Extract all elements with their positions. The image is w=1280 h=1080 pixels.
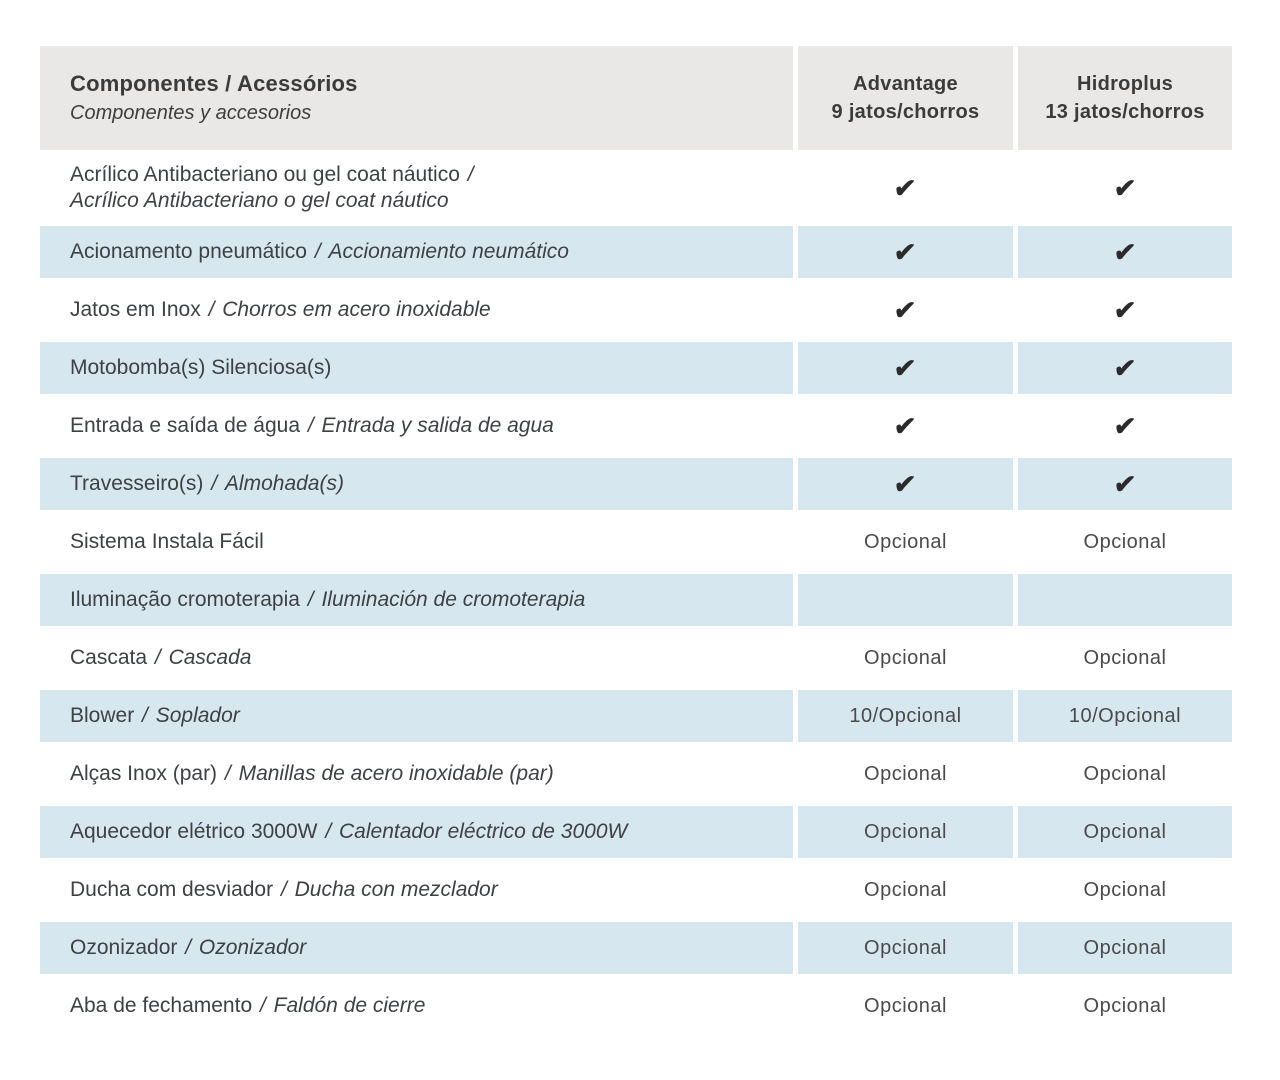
check-icon: ✔ — [1112, 237, 1138, 267]
row-label-cell — [40, 284, 793, 336]
row-label-cell — [40, 574, 793, 626]
label-spanish: Ozonizador — [198, 935, 307, 959]
hidroplus-value-cell — [1018, 400, 1232, 452]
hidroplus-value-cell — [1018, 516, 1232, 568]
header-hidroplus — [1018, 46, 1232, 150]
label-separator: / — [136, 703, 154, 727]
value-text: Opcional — [864, 820, 947, 843]
row-label — [70, 761, 554, 787]
advantage-value-cell — [798, 284, 1013, 336]
table-row — [40, 632, 1232, 684]
label-separator: / — [205, 471, 223, 495]
advantage-value-cell — [798, 864, 1013, 916]
components-title: Componentes / Acessórios — [70, 71, 358, 96]
check-icon: ✔ — [892, 469, 919, 499]
row-label-cell — [40, 980, 793, 1032]
table-body — [40, 156, 1232, 1032]
table-row — [40, 574, 1232, 626]
hidroplus-value-cell — [1018, 226, 1232, 278]
value-text: Opcional — [1083, 936, 1167, 959]
label-portuguese: Sistema Instala Fácil — [70, 529, 264, 553]
advantage-value-cell — [798, 458, 1013, 510]
check-icon: ✔ — [892, 295, 919, 325]
hidroplus-jets: 13 jatos/chorros — [1045, 101, 1205, 123]
advantage-jets: 9 jatos/chorros — [831, 101, 980, 123]
label-separator: / — [149, 645, 167, 669]
row-label — [70, 993, 425, 1019]
label-spanish: Manillas de acero inoxidable (par) — [238, 761, 554, 785]
row-label-cell — [40, 864, 793, 916]
advantage-value-cell — [798, 400, 1013, 452]
label-separator: / — [308, 239, 327, 263]
label-separator: / — [219, 761, 237, 785]
advantage-value-cell — [798, 156, 1013, 220]
value-text: 10/Opcional — [849, 704, 962, 727]
row-label-cell — [40, 922, 793, 974]
label-portuguese: Jatos em Inox — [70, 297, 201, 321]
row-label-cell — [40, 690, 793, 742]
value-text: Opcional — [1083, 994, 1167, 1017]
table-row — [40, 400, 1232, 452]
row-label — [70, 239, 569, 265]
row-label-cell — [40, 806, 793, 858]
check-icon: ✔ — [1112, 411, 1138, 441]
value-text: 10/Opcional — [1068, 704, 1182, 727]
header-components — [40, 46, 793, 150]
row-label — [70, 703, 240, 729]
value-text: Opcional — [864, 936, 947, 959]
label-separator: / — [302, 413, 320, 437]
hidroplus-value-cell — [1018, 806, 1232, 858]
advantage-value-cell — [798, 806, 1013, 858]
table-row — [40, 342, 1232, 394]
label-portuguese: Travesseiro(s) — [70, 471, 204, 495]
advantage-value-cell — [798, 690, 1013, 742]
hidroplus-value-cell — [1018, 284, 1232, 336]
row-label — [70, 819, 627, 845]
row-label — [70, 529, 264, 555]
value-text: Opcional — [1083, 820, 1167, 843]
label-portuguese: Entrada e saída de água — [70, 413, 301, 437]
value-text: Opcional — [864, 530, 947, 553]
row-label — [70, 355, 331, 381]
table-row — [40, 690, 1232, 742]
row-label-cell — [40, 400, 793, 452]
row-label-cell — [40, 748, 793, 800]
advantage-name: Advantage — [853, 73, 958, 95]
advantage-value-cell — [798, 922, 1013, 974]
label-portuguese: Cascata — [70, 645, 148, 669]
row-label — [70, 413, 554, 439]
advantage-value-cell — [798, 226, 1013, 278]
advantage-value-cell — [798, 516, 1013, 568]
hidroplus-value-cell — [1018, 342, 1232, 394]
label-spanish: Soplador — [155, 703, 240, 727]
label-portuguese: Aba de fechamento — [70, 993, 253, 1017]
advantage-value-cell — [798, 980, 1013, 1032]
label-separator: / — [301, 587, 320, 611]
hidroplus-value-cell — [1018, 574, 1232, 626]
row-label-cell — [40, 632, 793, 684]
table-row — [40, 284, 1232, 336]
value-text: Opcional — [1083, 646, 1167, 669]
hidroplus-value-cell — [1018, 458, 1232, 510]
label-spanish: Acrílico Antibacteriano o gel coat náutico — [70, 189, 449, 212]
advantage-value-cell — [798, 632, 1013, 684]
label-spanish: Faldón de cierre — [273, 993, 426, 1017]
row-label-cell — [40, 516, 793, 568]
check-icon: ✔ — [1112, 173, 1138, 203]
value-text: Opcional — [1083, 530, 1167, 553]
row-label — [70, 587, 585, 613]
label-portuguese: Iluminação cromoterapia — [70, 587, 300, 611]
row-label-cell — [40, 458, 793, 510]
check-icon: ✔ — [1112, 353, 1138, 383]
header-advantage — [798, 46, 1013, 150]
label-separator: / — [319, 819, 337, 843]
label-spanish: Accionamiento neumático — [328, 239, 569, 263]
hidroplus-value-cell — [1018, 632, 1232, 684]
label-separator: / — [254, 993, 272, 1017]
row-label — [70, 297, 491, 323]
hidroplus-value-cell — [1018, 980, 1232, 1032]
row-label-cell — [40, 226, 793, 278]
label-portuguese: Blower — [70, 703, 135, 727]
row-label-cell — [40, 342, 793, 394]
check-icon: ✔ — [1112, 295, 1138, 325]
label-spanish: Ducha con mezclador — [294, 877, 498, 901]
advantage-value-cell — [798, 748, 1013, 800]
value-text: Opcional — [1083, 762, 1167, 785]
check-icon: ✔ — [892, 173, 919, 203]
label-spanish: Entrada y salida de agua — [321, 413, 554, 437]
advantage-value-cell — [798, 574, 1013, 626]
table-row — [40, 516, 1232, 568]
label-portuguese: Alças Inox (par) — [70, 761, 218, 785]
row-label — [70, 162, 476, 215]
hidroplus-name: Hidroplus — [1076, 73, 1174, 95]
label-spanish: Iluminación de cromoterapia — [321, 587, 586, 611]
label-separator: / — [202, 297, 221, 321]
label-spanish: Calentador eléctrico de 3000W — [339, 819, 628, 843]
value-text: Opcional — [864, 646, 947, 669]
table-row — [40, 748, 1232, 800]
check-icon: ✔ — [892, 411, 919, 441]
label-portuguese: Aquecedor elétrico 3000W — [70, 819, 318, 843]
table-row — [40, 806, 1232, 858]
hidroplus-value-cell — [1018, 864, 1232, 916]
check-icon: ✔ — [892, 237, 919, 267]
table-row — [40, 156, 1232, 220]
label-separator: / — [275, 877, 293, 901]
label-spanish: Cascada — [168, 645, 252, 669]
label-spanish: Chorros em acero inoxidable — [222, 297, 491, 321]
comparison-table — [40, 46, 1232, 1038]
table-header-row — [40, 46, 1232, 150]
table-row — [40, 922, 1232, 974]
label-portuguese: Acionamento pneumático — [70, 239, 307, 263]
components-subtitle: Componentes y accesorios — [70, 102, 312, 124]
value-text: Opcional — [864, 994, 947, 1017]
value-text: Opcional — [1083, 878, 1167, 901]
row-label-cell — [40, 156, 793, 220]
row-label — [70, 935, 306, 961]
row-label — [70, 471, 344, 497]
label-portuguese: Ducha com desviador — [70, 877, 274, 901]
hidroplus-value-cell — [1018, 748, 1232, 800]
hidroplus-value-cell — [1018, 922, 1232, 974]
label-separator: / — [179, 935, 197, 959]
label-portuguese: Ozonizador — [70, 935, 178, 959]
table-row — [40, 864, 1232, 916]
label-spanish: Almohada(s) — [224, 471, 344, 495]
table-row — [40, 980, 1232, 1032]
check-icon: ✔ — [1112, 469, 1138, 499]
label-portuguese: Acrílico Antibacteriano ou gel coat náutico — [70, 162, 460, 186]
row-label — [70, 645, 251, 671]
check-icon: ✔ — [892, 353, 919, 383]
table-row — [40, 226, 1232, 278]
label-separator: / — [461, 162, 474, 186]
hidroplus-value-cell — [1018, 156, 1232, 220]
table-row — [40, 458, 1232, 510]
label-portuguese: Motobomba(s) Silenciosa(s) — [70, 355, 332, 379]
hidroplus-value-cell — [1018, 690, 1232, 742]
value-text: Opcional — [864, 762, 947, 785]
row-label — [70, 877, 498, 903]
advantage-value-cell — [798, 342, 1013, 394]
value-text: Opcional — [864, 878, 947, 901]
